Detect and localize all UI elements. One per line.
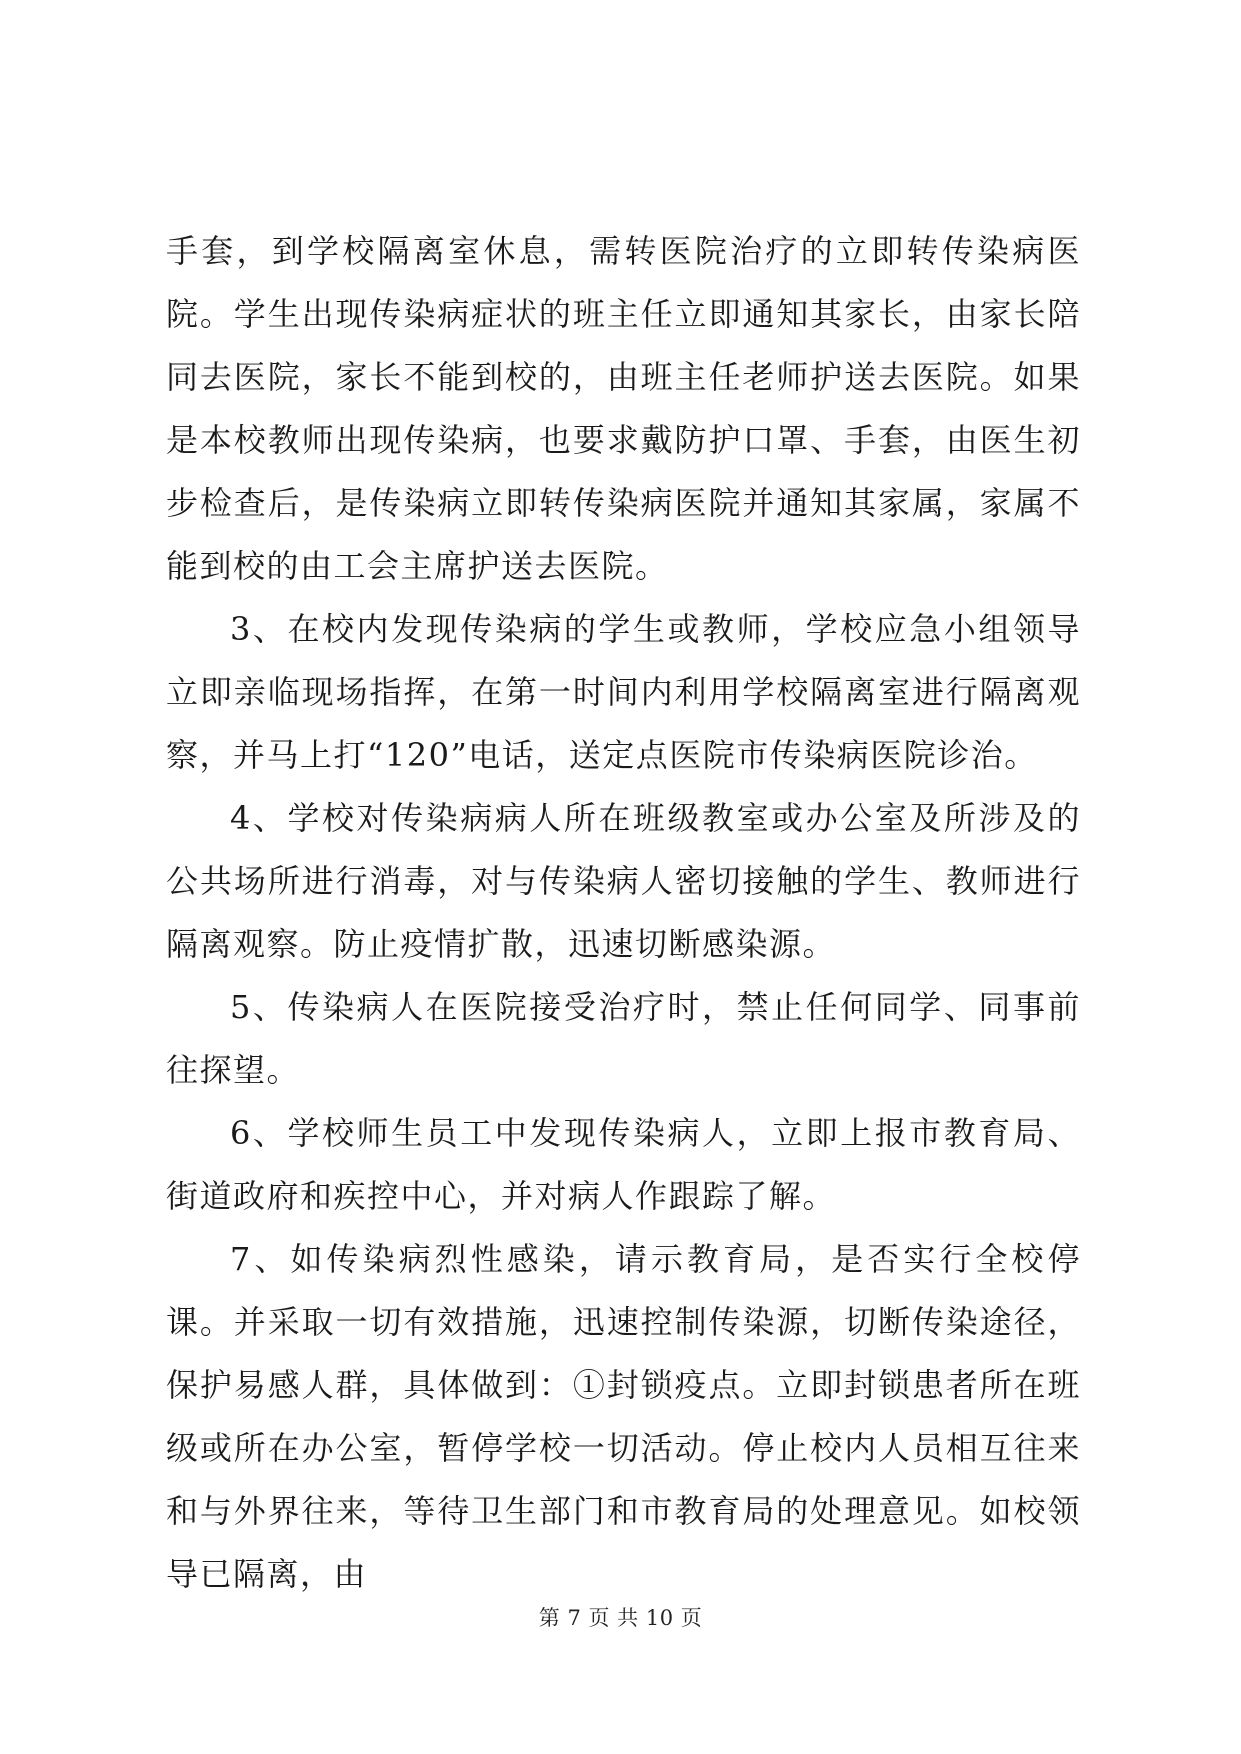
document-body xyxy=(166,220,1081,1606)
paragraph-item-7: 7、如传染病烈性感染，请示教育局，是否实行全校停课。并采取一切有效措施，迅速控制传染源，切断传染途径，保护易感人群，具体做到：①封锁疫点。立即封锁患者所在班级或所在办公室，暂停学校一切活动。停止校内人员相互往来和与外界往来，等待卫生部门和市教育局的处理意见。如校领导已隔离，由 xyxy=(166,1240,1081,1593)
paragraph-item-6: 6、学校师生员工中发现传染病人，立即上报市教育局、街道政府和疾控中心，并对病人作跟踪了解。 xyxy=(166,1114,1081,1215)
paragraph-item-3: 3、在校内发现传染病的学生或教师，学校应急小组领导立即亲临现场指挥，在第一时间内利用学校隔离室进行隔离观察，并马上打“120”电话，送定点医院市传染病医院诊治。 xyxy=(166,610,1081,774)
paragraph-item-5: 5、传染病人在医院接受治疗时，禁止任何同学、同事前往探望。 xyxy=(166,988,1081,1089)
paragraph-item-4: 4、学校对传染病病人所在班级教室或办公室及所涉及的公共场所进行消毒，对与传染病人密切接触的学生、教师进行隔离观察。防止疫情扩散，迅速切断感染源。 xyxy=(166,799,1081,963)
paragraph-continuation: 手套，到学校隔离室休息，需转医院治疗的立即转传染病医院。学生出现传染病症状的班主任立即通知其家长，由家长陪同去医院，家长不能到校的，由班主任老师护送去医院。如果是本校教师出现传染病，也要求戴防护口罩、手套，由医生初步检查后，是传染病立即转传染病医院并通知其家属，家属不能到校的由工会主席护送去医院。 xyxy=(166,232,1081,585)
page-number-footer: 第 7 页 共 10 页 xyxy=(538,1606,703,1630)
